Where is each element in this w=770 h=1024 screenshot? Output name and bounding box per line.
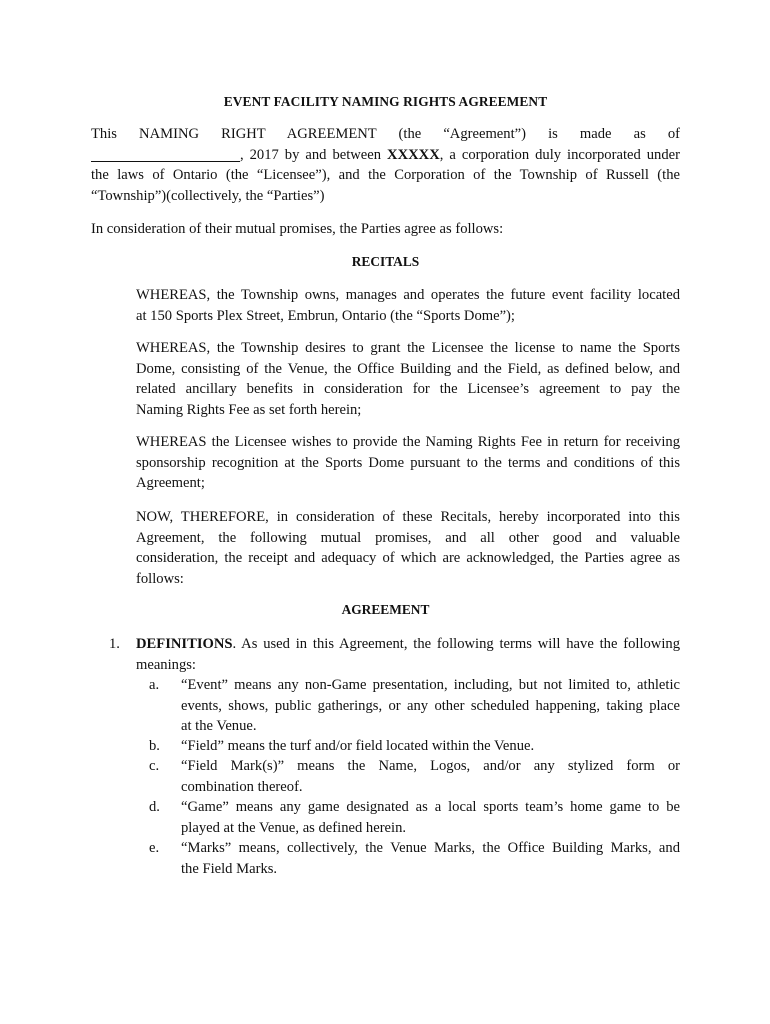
intro-line-2 (91, 145, 680, 166)
date-blank-line (91, 147, 240, 162)
intro-line-1: This NAMING RIGHT AGREEMENT (the “Agreement”) is made as of (91, 126, 680, 142)
definition-b-line-1: “Field” means the turf and/or field located within the Venue. (181, 738, 535, 754)
definition-letter-c: c. (149, 758, 160, 774)
recital-2-line-4: Naming Rights Fee as set forth herein; (136, 401, 362, 418)
recital-3 (136, 432, 680, 494)
definitions-number: 1. (109, 636, 120, 652)
definition-a-line-2: events, shows, public gatherings, or any other scheduled happening, taking place (181, 697, 680, 714)
agreement-heading: AGREEMENT (341, 602, 430, 617)
definition-e-line-2: the Field Marks. (181, 860, 278, 877)
recital-2-line-2: Dome, consisting of the Venue, the Office Building and the Field, as defined below, and (136, 360, 680, 377)
recital-4 (136, 507, 680, 589)
definition-letter-b: b. (149, 738, 160, 754)
recital-2 (136, 338, 680, 420)
definition-d-line-2: played at the Venue, as defined herein. (181, 819, 407, 836)
recitals-heading: RECITALS (351, 254, 420, 269)
recital-1 (136, 285, 680, 326)
intro-line-2-pre: , 2017 by and between (240, 146, 388, 163)
definition-text-c (181, 756, 680, 797)
definition-c-line-1: “Field Mark(s)” means the Name, Logos, and/or any stylized form or (181, 758, 680, 774)
intro-line-4: “Township”)(collectively, the “Parties”) (91, 187, 325, 204)
recital-1-line-1: WHEREAS, the Township owns, manages and operates the future event facility located (136, 287, 680, 303)
definition-text-e (181, 838, 680, 879)
recital-2-line-1: WHEREAS, the Township desires to grant the Licensee the license to name the Sports (136, 340, 680, 356)
definitions-intro-line-1 (136, 634, 680, 655)
licensee-name: XXXXX (387, 146, 440, 163)
definition-text-a (181, 675, 680, 737)
recital-4-line-1: NOW, THEREFORE, in consideration of these Recitals, hereby incorporated into this (136, 509, 680, 525)
definition-a-line-3: at the Venue. (181, 718, 257, 734)
recital-3-line-2: sponsorship recognition at the Sports Dome pursuant to the terms and conditions of this (136, 454, 680, 471)
consideration-paragraph (91, 219, 680, 240)
definitions-intro-text: . As used in this Agreement, the following terms will have the following (232, 636, 680, 652)
intro-line-3: the laws of Ontario (the “Licensee”), and the Corporation of the Township of Russell (the (91, 167, 680, 183)
recital-4-line-3: consideration, the receipt and adequacy of which are acknowledged, the Parties agree as (136, 550, 680, 566)
recital-3-line-3: Agreement; (136, 475, 205, 491)
consideration-line: In consideration of their mutual promises, the Parties agree as follows: (91, 221, 504, 237)
recital-2-line-3: related ancillary benefits in consideration for the Licensee’s agreement to pay the (136, 381, 680, 397)
intro-line-2-post: , a corporation duly incorporated under (439, 146, 680, 163)
definition-d-line-1: “Game” means any game designated as a local sports team’s home game to be (181, 799, 680, 815)
definition-letter-a: a. (149, 677, 160, 693)
definitions-intro (136, 634, 680, 675)
intro-paragraph (91, 124, 680, 206)
definition-text-d (181, 797, 680, 838)
recital-4-line-4: follows: (136, 570, 184, 587)
document-title: EVENT FACILITY NAMING RIGHTS AGREEMENT (223, 94, 548, 109)
definitions-intro-line-2: meanings: (136, 656, 196, 673)
definition-a-line-1: “Event” means any non-Game presentation, including, but not limited to, athletic (181, 677, 680, 693)
definition-e-line-1: “Marks” means, collectively, the Venue Marks, the Office Building Marks, and (181, 840, 680, 856)
recital-4-line-2: Agreement, the following mutual promises, and all other good and valuable (136, 529, 680, 546)
recital-1-line-2: at 150 Sports Plex Street, Embrun, Ontario (the “Sports Dome”); (136, 307, 515, 324)
definition-c-line-2: combination thereof. (181, 778, 303, 795)
definitions-label: DEFINITIONS (136, 636, 233, 652)
definition-letter-e: e. (149, 840, 160, 856)
definition-text-b (181, 736, 680, 757)
recital-3-line-1: WHEREAS the Licensee wishes to provide the Naming Rights Fee in return for receiving (136, 434, 680, 450)
definition-letter-d: d. (149, 799, 160, 815)
